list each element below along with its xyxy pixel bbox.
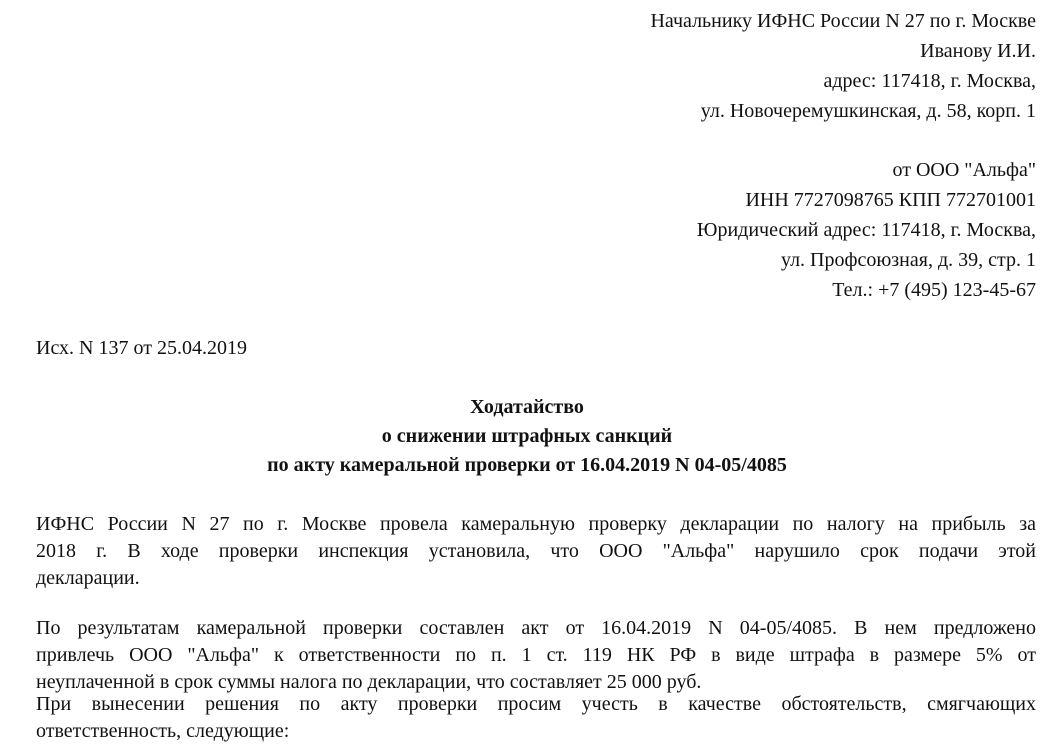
addressee-block: [650, 6, 1036, 126]
sender-line: ул. Профсоюзная, д. 39, стр. 1: [780, 249, 1036, 271]
addressee-line: Начальнику ИФНС России N 27 по г. Москве: [650, 10, 1036, 32]
addressee-line: адрес: 117418, г. Москва,: [823, 70, 1036, 92]
paragraph-line: привлечь ООО "Альфа" к ответственности по п. 1 ст. 119 НК РФ в виде штрафа в размере 5% от: [36, 644, 1036, 666]
sender-line: Юридический адрес: 117418, г. Москва,: [696, 219, 1036, 241]
sender-block: [697, 155, 1036, 305]
paragraph-line: По результатам камеральной проверки составлен акт от 16.04.2019 N 04-05/4085. В нем предложено: [36, 617, 1036, 639]
paragraph-line: При вынесении решения по акту проверки просим учесть в качестве обстоятельств, смягчающих: [36, 693, 1036, 715]
sender-line: от ООО "Альфа": [892, 159, 1036, 181]
paragraph-1: [36, 511, 1036, 592]
paragraph-line: ИФНС России N 27 по г. Москве провела камеральную проверку декларации по налогу на прибыль за: [36, 513, 1036, 535]
paragraph-line: ответственность, следующие:: [36, 720, 290, 742]
paragraph-line: декларации.: [36, 567, 140, 589]
document-title: [0, 393, 1054, 480]
title-line: по акту камеральной проверки от 16.04.2019 N 04-05/4085: [267, 454, 787, 476]
title-line: Ходатайство: [470, 396, 584, 418]
sender-line: ИНН 7727098765 КПП 772701001: [745, 189, 1036, 211]
paragraph-3: [36, 691, 1036, 745]
paragraph-line: 2018 г. В ходе проверки инспекция установила, что ООО "Альфа" нарушило срок подачи этой: [36, 540, 1036, 562]
paragraph-line: неуплаченной в срок суммы налога по декларации, что составляет 25 000 руб.: [36, 671, 702, 693]
addressee-line: Иванову И.И.: [920, 40, 1036, 62]
paragraph-2: [36, 615, 1036, 696]
title-line: о снижении штрафных санкций: [381, 425, 673, 447]
sender-line: Тел.: +7 (495) 123-45-67: [832, 279, 1036, 301]
outgoing-reference: Исх. N 137 от 25.04.2019: [36, 337, 247, 359]
addressee-line: ул. Новочеремушкинская, д. 58, корп. 1: [700, 100, 1036, 122]
